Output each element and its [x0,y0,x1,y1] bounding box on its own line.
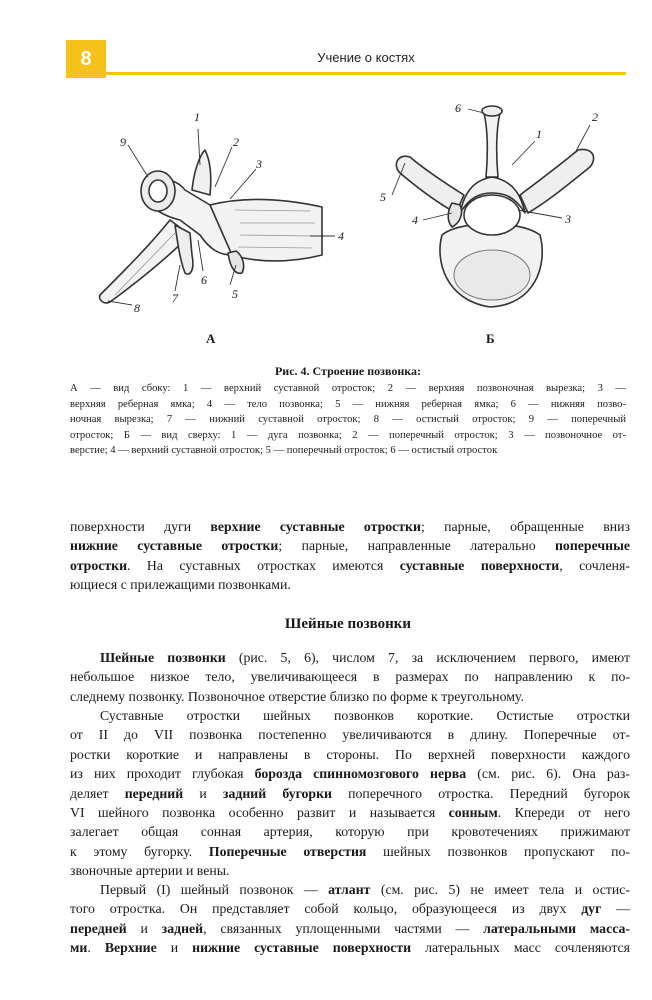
side-label-8: 8 [134,301,140,315]
caption-line: верхняя реберная ямка; 4 — тело позвонка; 5 — нижняя реберная ямка; 6 — нижняя позво- [70,398,626,410]
top-label-6: 6 [455,101,461,115]
page-number: 8 [80,47,92,70]
text-line: следнему позвонку. Позвоночное отверстие близко по форме к треугольному. [70,688,524,704]
caption-line: отросток; Б — вид сверху: 1 — дуга позвонка; 2 — поперечный отросток; 3 — позвоночное от- [70,429,626,441]
text-line: из них проходит глубокая борозда спинномозгового нерва (см. рис. 6). Она раз- [70,766,630,782]
text-line: от II до VII позвонка постепенно увеличиваются в длину. Поперечные от- [70,727,630,743]
top-label-4: 4 [412,213,418,227]
text-line: деляет передний и задний бугорки поперечного отростка. Передний бугорок [70,785,630,801]
running-title: Учение о костях [317,50,415,65]
side-label-7: 7 [172,291,178,305]
side-label-1: 1 [194,110,200,124]
paragraph-atlas [70,880,630,958]
figure-caption-title: Рис. 4. Строение позвонка: [274,364,422,378]
side-label-9: 9 [120,135,126,149]
top-label-1: 1 [536,127,542,141]
side-label-3: 3 [256,157,262,171]
paragraph-processes [70,706,630,881]
text-line: VI шейного позвонка особенно развит и называется сонным. Кпереди от него [70,805,630,821]
vertebra-top-view [396,106,593,307]
caption-line: А — вид сбоку: 1 — верхний суставной отросток; 2 — верхняя позвоночная вырезка; 3 — [70,383,626,394]
side-label-5: 5 [232,287,238,301]
side-label-2: 2 [233,135,239,149]
text-line: ростки короткие и направлены в стороны. По верхней поверхности каждого [70,746,630,762]
vertebra-figure [60,95,630,360]
side-label-6: 6 [201,273,207,287]
text-line: нижние суставные отростки; парные, направленные латерально поперечные [70,538,630,554]
intro-paragraph [70,517,630,595]
text-line: звоночные артерии и вены. [70,863,230,879]
header-rule [106,72,626,75]
vertebra-illustration [60,95,630,360]
panel-label-b: Б [486,331,495,346]
text-line: Первый (I) шейный позвонок — атлант (см. рис. 5) не имеет тела и остис- [100,882,631,897]
caption-line: ночная вырезка; 7 — нижний суставной отросток; 8 — остистый отросток; 9 — поперечный [70,414,626,425]
side-label-4: 4 [338,229,344,243]
text-line: ющиеся с прилежащими позвонками. [70,577,291,593]
top-label-2: 2 [592,110,598,124]
vertebra-side-view [100,150,322,303]
top-label-5: 5 [380,190,386,204]
text-line: Суставные отростки шейных позвонков короткие. Остистые отростки [100,708,630,723]
top-label-3: 3 [565,212,571,226]
text-line: Шейные позвонки (рис. 5, 6), числом 7, за исключением первого, имеют [100,650,631,665]
text-line: поверхности дуги верхние суставные отростки; парные, обращенные вниз [70,519,630,534]
text-line: отростки. На суставных отростках имеются суставные поверхности, сочленя- [70,557,631,573]
text-line: залегает общая сонная артерия, которую при кровотечениях прижимают [70,824,630,840]
text-line: передней и задней, связанных уплощенными частями — латеральными масса- [70,920,630,936]
caption-line: верстие; 4 — верхний суставной отросток; 5 — поперечный отросток; 6 — остистый отросток [70,445,498,456]
panel-label-a: А [206,331,216,346]
paragraph-cervical-intro [70,648,630,706]
text-line: к этому бугорку. Поперечные отверстия шейных позвонков пропускают по- [70,843,630,859]
text-line: того отростка. Он представляет собой кольцо, образующееся из двух дуг — [70,901,630,917]
text-line: ми. Верхние и нижние суставные поверхности латеральных масс сочленяются [70,940,630,956]
figure-caption-body [70,381,626,459]
section-heading: Шейные позвонки [284,616,412,632]
page-number-badge [66,40,106,78]
text-line: небольшое низкое тело, увеличивающееся в размерах по направлению к по- [70,669,630,685]
